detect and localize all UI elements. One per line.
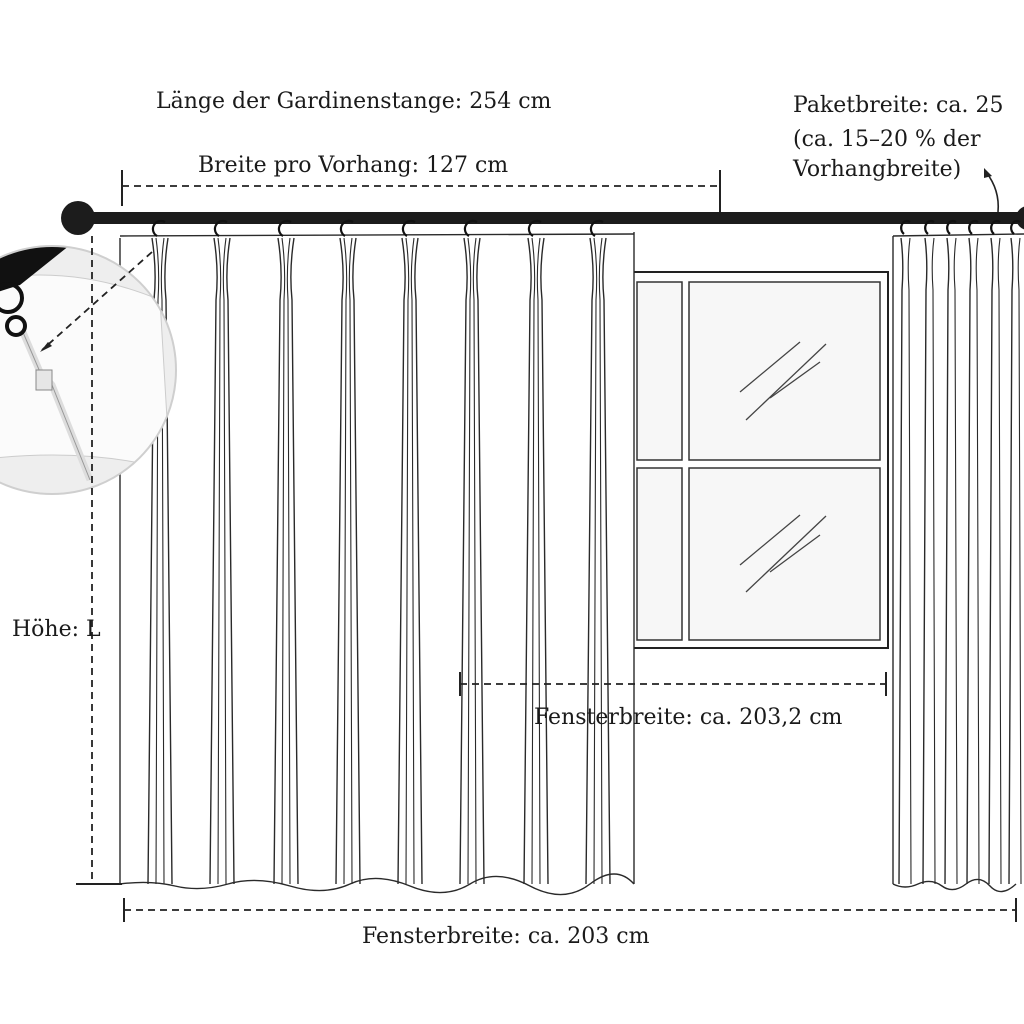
right-curtain-stack <box>893 232 1024 892</box>
window <box>632 272 888 648</box>
window-width-total-label: Fensterbreite: ca. 203 cm <box>362 924 650 949</box>
stack-width-pointer <box>984 168 998 212</box>
stack-width-label-line2: (ca. 15–20 % der <box>793 127 981 152</box>
rod-length-label: Länge der Gardinenstange: 254 cm <box>156 89 552 114</box>
height-label: Höhe: L <box>12 617 101 642</box>
curtain-width-label: Breite pro Vorhang: 127 cm <box>198 153 509 178</box>
window-width-total-dimension <box>124 898 1016 922</box>
curtain-rod <box>61 201 1024 235</box>
stack-width-label-line3: Vorhangbreite) <box>793 157 962 182</box>
stack-width-label-line1: Paketbreite: ca. 25 <box>793 93 1004 118</box>
left-curtain-panel <box>120 232 634 895</box>
rod-finial-left <box>61 201 95 235</box>
rod-finial-right <box>1016 206 1024 230</box>
window-width-inner-label: Fensterbreite: ca. 203,2 cm <box>534 705 843 730</box>
